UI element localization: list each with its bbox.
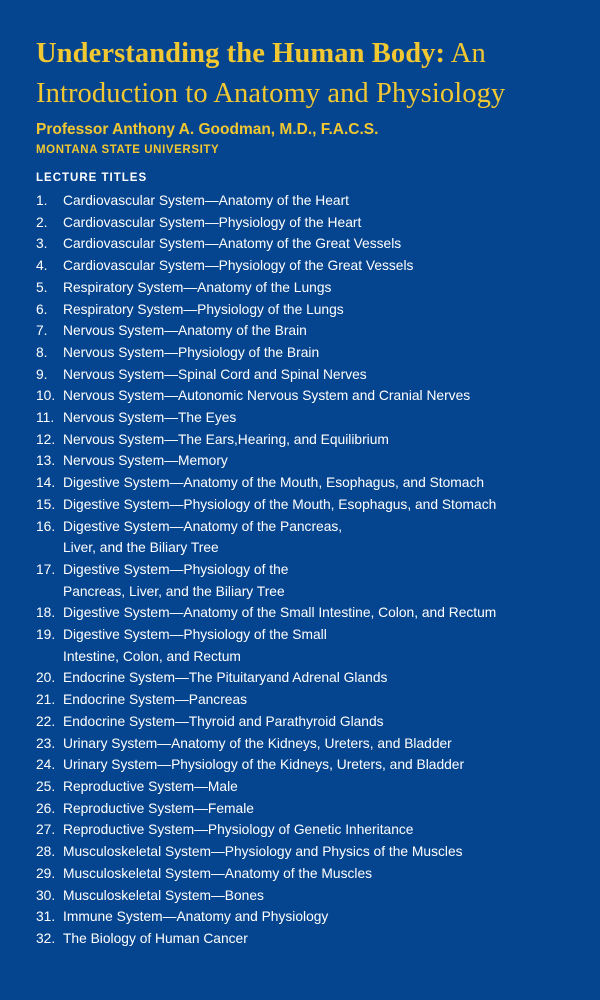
lecture-title-line: Digestive System—Anatomy of the Small Intestine, Colon, and Rectum	[63, 605, 497, 621]
lecture-number: 26.	[36, 800, 56, 816]
lecture-title	[63, 885, 564, 907]
lecture-title-line: Respiratory System—Anatomy of the Lungs	[63, 279, 332, 295]
lecture-title-line: Cardiovascular System—Physiology of the Great Vessels	[63, 258, 414, 274]
lecture-title	[63, 320, 564, 342]
lecture-title-line: Musculoskeletal System—Bones	[63, 887, 264, 903]
lecture-item	[36, 863, 564, 885]
lecture-title	[63, 798, 564, 820]
lecture-number: 2.	[36, 214, 48, 230]
lecture-number: 23.	[36, 735, 56, 751]
course-title-line2: Introduction to Anatomy and Physiology	[36, 78, 506, 109]
lecture-title-line: Reproductive System—Male	[63, 778, 238, 794]
lecture-title	[63, 711, 564, 733]
lecture-title-line: Digestive System—Physiology of the Small	[63, 627, 327, 643]
lecture-title-line: Digestive System—Physiology of the Mouth, Esophagus, and Stomach	[63, 496, 497, 512]
lecture-item	[36, 299, 564, 321]
lecture-title	[63, 342, 564, 364]
lecture-title	[63, 906, 564, 928]
lecture-item	[36, 711, 564, 733]
lecture-title-line: Endocrine System—Pancreas	[63, 692, 248, 708]
lecture-item	[36, 190, 564, 212]
lecture-title	[63, 494, 564, 516]
lecture-title-line: Cardiovascular System—Anatomy of the Heart	[63, 193, 350, 208]
lecture-item	[36, 385, 564, 407]
lecture-title-line: Nervous System—Memory	[63, 453, 228, 469]
lecture-item	[36, 776, 564, 798]
lecture-item	[36, 841, 564, 863]
lecture-item	[36, 754, 564, 776]
lecture-number: 4.	[36, 258, 48, 274]
lecture-title	[63, 255, 564, 277]
lecture-item	[36, 819, 564, 841]
lecture-item	[36, 277, 564, 299]
lecture-title	[63, 667, 564, 689]
lecture-title	[63, 602, 564, 624]
lecture-item	[36, 906, 564, 928]
lecture-item	[36, 212, 564, 234]
lecture-title-line: Respiratory System—Physiology of the Lungs	[63, 301, 344, 317]
lecture-item	[36, 407, 564, 429]
lecture-number: 14.	[36, 475, 56, 491]
lecture-number: 30.	[36, 887, 56, 903]
lecture-title-line: Digestive System—Physiology of the	[63, 561, 289, 577]
lecture-item	[36, 364, 564, 386]
lecture-title	[63, 863, 564, 885]
lecture-title	[63, 190, 564, 212]
lecture-number: 3.	[36, 236, 48, 252]
lecture-item	[36, 494, 564, 516]
lecture-number: 20.	[36, 670, 56, 686]
lecture-title	[63, 364, 564, 386]
lecture-title-line: Liver, and the Biliary Tree	[63, 540, 219, 556]
lecture-number: 19.	[36, 627, 56, 643]
lecture-title	[63, 450, 564, 472]
lecture-item	[36, 667, 564, 689]
lecture-number: 28.	[36, 844, 56, 860]
lecture-item	[36, 450, 564, 472]
lecture-number: 5.	[36, 279, 48, 295]
lecture-title	[63, 385, 564, 407]
lecture-item	[36, 559, 564, 602]
lecture-title	[63, 819, 564, 841]
lecture-number: 22.	[36, 713, 56, 729]
lecture-title-line: Digestive System—Anatomy of the Mouth, Esophagus, and Stomach	[63, 475, 485, 491]
lecture-title	[63, 407, 564, 429]
lecture-title	[63, 277, 564, 299]
lecture-title	[63, 299, 564, 321]
lecture-item	[36, 733, 564, 755]
lecture-item	[36, 689, 564, 711]
lecture-item	[36, 255, 564, 277]
section-label: LECTURE TITLES	[36, 172, 148, 184]
author-name: Professor Anthony A. Goodman, M.D., F.A.C.S.	[36, 121, 379, 138]
lecture-title	[63, 559, 564, 602]
course-title-bold: Understanding the Human Body:	[36, 38, 446, 69]
lecture-title	[63, 928, 564, 950]
lecture-item	[36, 928, 564, 950]
lecture-number: 10.	[36, 388, 56, 404]
lecture-number: 7.	[36, 323, 48, 339]
lecture-title-line: Immune System—Anatomy and Physiology	[63, 909, 329, 925]
lecture-title	[63, 689, 564, 711]
lecture-title	[63, 754, 564, 776]
lecture-item	[36, 233, 564, 255]
lecture-title-line: Endocrine System—Thyroid and Parathyroid Glands	[63, 713, 384, 729]
lecture-number: 25.	[36, 778, 56, 794]
lecture-number: 31.	[36, 909, 56, 925]
lecture-number: 21.	[36, 692, 56, 708]
lecture-number: 24.	[36, 757, 56, 773]
lecture-number: 18.	[36, 605, 56, 621]
lecture-title-line: Nervous System—Physiology of the Brain	[63, 344, 320, 360]
lecture-number: 15.	[36, 496, 56, 512]
lecture-number: 8.	[36, 344, 48, 360]
lecture-number: 27.	[36, 822, 56, 838]
lecture-number: 11.	[36, 410, 55, 426]
lecture-title	[63, 233, 564, 255]
university-name: MONTANA STATE UNIVERSITY	[36, 144, 220, 156]
lecture-title-line: Nervous System—Anatomy of the Brain	[63, 323, 307, 339]
lecture-title	[63, 841, 564, 863]
lecture-item	[36, 798, 564, 820]
lecture-title	[63, 516, 564, 559]
lecture-number: 6.	[36, 301, 48, 317]
lecture-title-line: Cardiovascular System—Anatomy of the Great Vessels	[63, 236, 402, 252]
lecture-title-line: Nervous System—Spinal Cord and Spinal Nerves	[63, 366, 367, 382]
lecture-item	[36, 429, 564, 451]
lecture-title-line: Musculoskeletal System—Anatomy of the Muscles	[63, 865, 373, 881]
lecture-title-line: Nervous System—Autonomic Nervous System and Cranial Nerves	[63, 388, 471, 404]
lecture-title	[63, 733, 564, 755]
lecture-title	[63, 429, 564, 451]
lecture-title	[63, 624, 564, 667]
lecture-list	[36, 190, 564, 950]
course-title-rest: An	[450, 38, 486, 69]
lecture-number: 12.	[36, 431, 56, 447]
lecture-number: 1.	[36, 193, 48, 208]
lecture-title	[63, 212, 564, 234]
lecture-title-line: Urinary System—Anatomy of the Kidneys, Ureters, and Bladder	[63, 735, 452, 751]
lecture-title-line: Musculoskeletal System—Physiology and Physics of the Muscles	[63, 844, 463, 860]
lecture-item	[36, 320, 564, 342]
lecture-title-line: Nervous System—The Ears,Hearing, and Equilibrium	[63, 431, 389, 447]
lecture-number: 9.	[36, 366, 48, 382]
lecture-item	[36, 885, 564, 907]
lecture-number: 17.	[36, 561, 56, 577]
lecture-number: 13.	[36, 453, 56, 469]
lecture-number: 29.	[36, 865, 56, 881]
lecture-title-line: Nervous System—The Eyes	[63, 410, 237, 426]
lecture-title-line: Reproductive System—Physiology of Genetic Inheritance	[63, 822, 414, 838]
lecture-title-line: The Biology of Human Cancer	[63, 930, 248, 946]
lecture-item	[36, 342, 564, 364]
lecture-title-line: Intestine, Colon, and Rectum	[63, 648, 241, 664]
lecture-title-line: Urinary System—Physiology of the Kidneys, Ureters, and Bladder	[63, 757, 465, 773]
lecture-title-line: Reproductive System—Female	[63, 800, 254, 816]
lecture-number: 16.	[36, 518, 56, 534]
lecture-item	[36, 602, 564, 624]
lecture-item	[36, 472, 564, 494]
lecture-number: 32.	[36, 930, 56, 946]
lecture-item	[36, 516, 564, 559]
lecture-title-line: Endocrine System—The Pituitaryand Adrenal Glands	[63, 670, 388, 686]
lecture-item	[36, 624, 564, 667]
lecture-title-line: Digestive System—Anatomy of the Pancreas,	[63, 518, 343, 534]
lecture-title	[63, 776, 564, 798]
lecture-title-line: Cardiovascular System—Physiology of the Heart	[63, 214, 362, 230]
lecture-title-line: Pancreas, Liver, and the Biliary Tree	[63, 583, 285, 599]
lecture-title	[63, 472, 564, 494]
course-title	[36, 34, 564, 114]
